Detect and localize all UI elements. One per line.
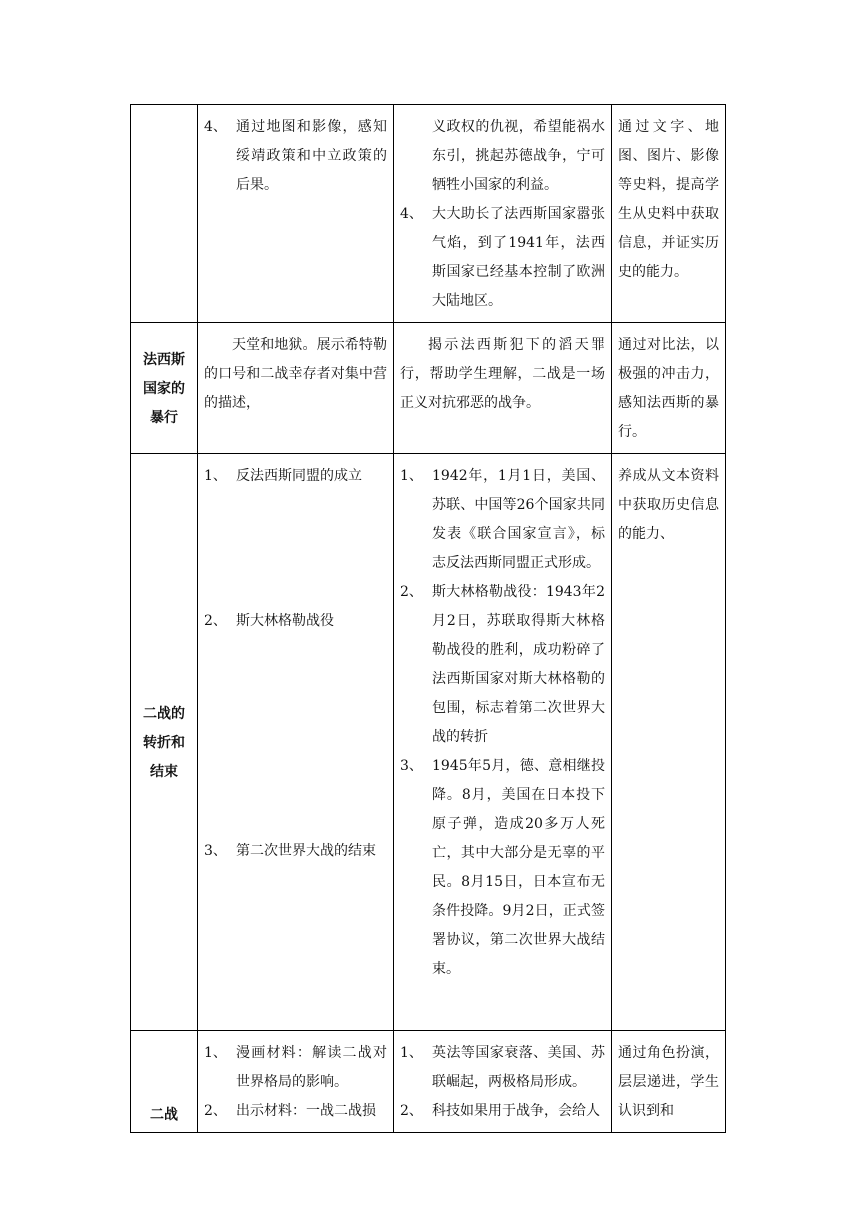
- list-item: [204, 607, 387, 636]
- list-item: [400, 200, 605, 316]
- item-number: 1、: [204, 468, 227, 484]
- content-cell: [198, 105, 394, 323]
- row-heading: 法西斯国家的暴行: [131, 323, 198, 454]
- item-text: 英法等国家衰落、美国、苏联崛起，两极格局形成。: [432, 1045, 605, 1090]
- table-row: [131, 105, 726, 323]
- table-row: [131, 1031, 726, 1133]
- item-number: 1、: [204, 1045, 227, 1061]
- item-number: 3、: [400, 758, 423, 774]
- row-heading: 二战: [131, 1031, 198, 1133]
- list-item: [400, 578, 605, 752]
- continued-text: 义政权的仇视，希望能祸水东引，挑起苏德战争，宁可牺牲小国家的利益。: [432, 119, 605, 193]
- purpose-cell: 养成从文本资料中获取历史信息的能力、: [612, 454, 726, 1031]
- list-item: [400, 462, 605, 578]
- item-text: 斯大林格勒战役：1943年2月2日，苏联取得斯大林格勒战役的胜利，成功粉碎了法西斯国家对斯大林格勒的包围，标志着第二次世界大战的转折: [432, 584, 605, 745]
- item-text: 第二次世界大战的结束: [236, 843, 376, 859]
- content-cell: [198, 1031, 394, 1133]
- significance-cell: [394, 454, 612, 1031]
- table-row: [131, 323, 726, 454]
- row-heading: [131, 105, 198, 323]
- item-text: 大大助长了法西斯国家嚣张气焰，到了1941年，法西斯国家已经基本控制了欧洲大陆地区。: [432, 206, 605, 309]
- list-item: [400, 1039, 605, 1097]
- item-text: 出示材料：一战二战损: [236, 1103, 376, 1119]
- purpose-cell: 通过对比法，以极强的冲击力，感知法西斯的暴行。: [612, 323, 726, 454]
- list-item: [204, 113, 387, 200]
- lesson-plan-table: [130, 104, 726, 1133]
- item-text: 斯大林格勒战役: [236, 613, 334, 629]
- content-cell: [198, 454, 394, 1031]
- item-text: 科技如果用于战争，会给人: [432, 1103, 600, 1119]
- table-row: [131, 454, 726, 1031]
- list-item: [400, 752, 605, 984]
- item-text: 1942年，1月1日，美国、苏联、中国等26个国家共同发表《联合国家宣言》，标志反法西斯同盟正式形成。: [432, 468, 605, 571]
- item-text: 1945年5月，德、意相继投降。8月，美国在日本投下原子弹，造成20多万人死亡，其中大部分是无辜的平民。8月15日，日本宣布无条件投降。9月2日，正式签署协议，第二次世界大战结束。: [432, 758, 605, 977]
- item-number: 2、: [204, 1103, 227, 1119]
- list-item: [204, 462, 387, 491]
- content-cell: 天堂和地狱。展示希特勒的口号和二战幸存者对集中营的描述，: [198, 323, 394, 454]
- item-text: 通过地图和影像，感知绥靖政策和中立政策的后果。: [236, 119, 387, 193]
- list-item: [204, 837, 387, 866]
- item-number: 2、: [204, 613, 227, 629]
- list-item: [204, 1039, 387, 1097]
- item-number: 2、: [400, 584, 423, 600]
- row-heading: 二战的转折和结束: [131, 454, 198, 1031]
- list-item: [400, 1097, 605, 1126]
- item-number: 2、: [400, 1103, 423, 1119]
- item-text: 漫画材料：解读二战对世界格局的影响。: [236, 1045, 387, 1090]
- item-number: 3、: [204, 843, 227, 859]
- significance-cell: [394, 105, 612, 323]
- purpose-cell: 通过角色扮演，层层递进，学生认识到和: [612, 1031, 726, 1133]
- item-number: 4、: [400, 206, 423, 222]
- item-text: 反法西斯同盟的成立: [236, 468, 362, 484]
- list-item: [204, 1097, 387, 1126]
- item-number: 1、: [400, 468, 423, 484]
- item-number: 4、: [204, 119, 227, 135]
- significance-cell: [394, 1031, 612, 1133]
- purpose-cell: 通过文字、地图、图片、影像等史料，提高学生从史料中获取信息，并证实历史的能力。: [612, 105, 726, 323]
- item-number: 1、: [400, 1045, 423, 1061]
- significance-cell: 揭示法西斯犯下的滔天罪行，帮助学生理解，二战是一场正义对抗邪恶的战争。: [394, 323, 612, 454]
